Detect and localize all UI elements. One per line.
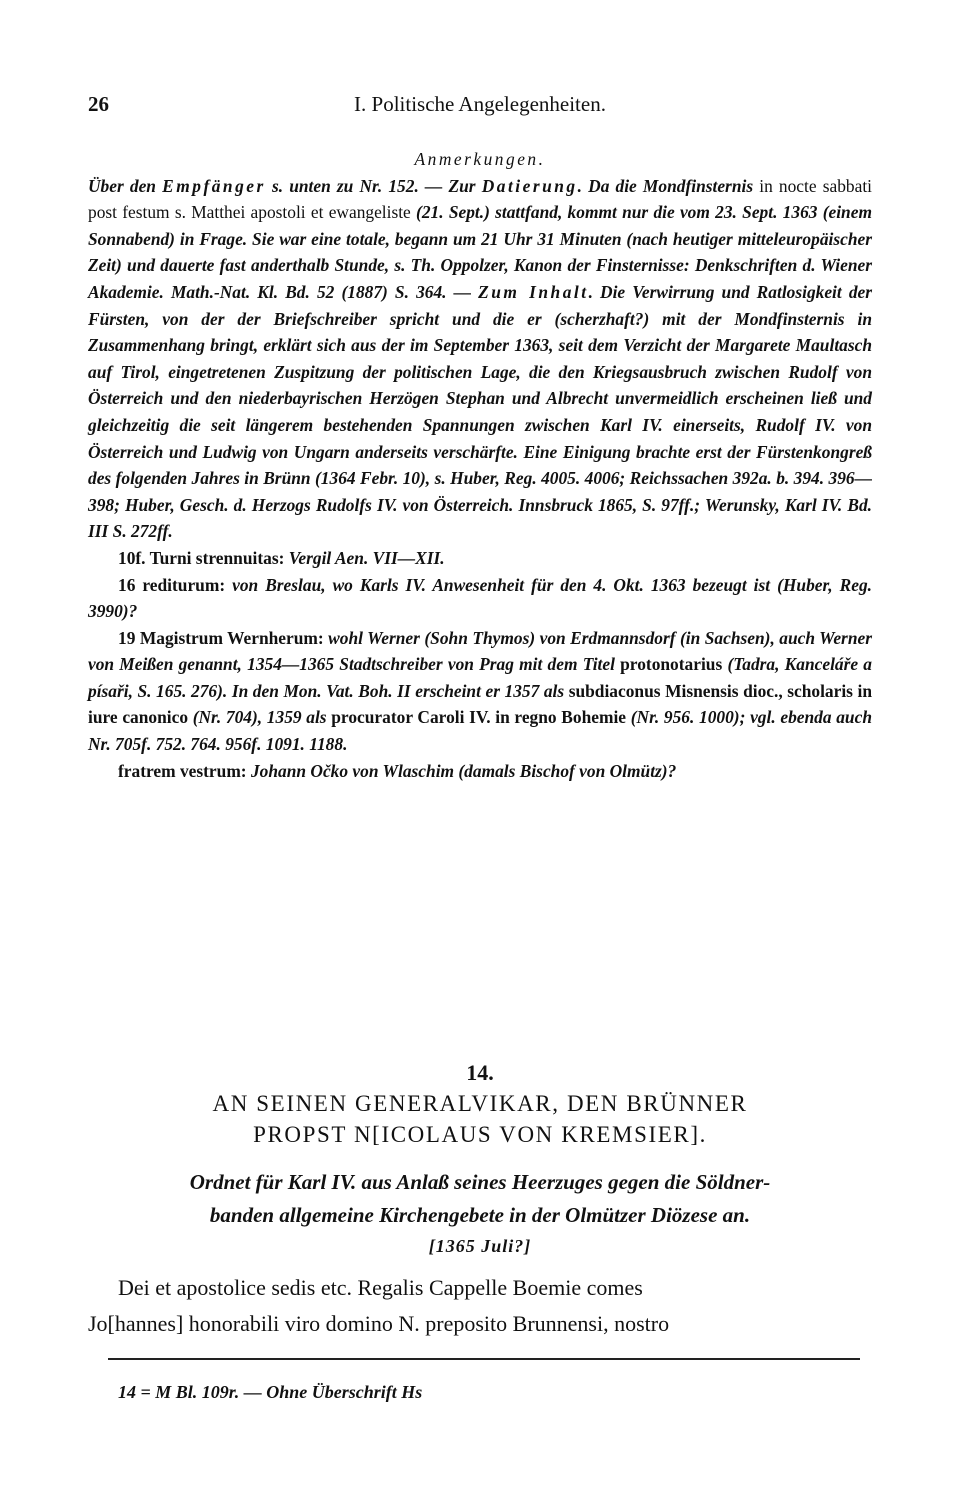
- document-number: 14.: [466, 1060, 494, 1085]
- note-text: (Nr. 956. 1000); vgl. ebenda auch Nr. 705f. 752. 764. 956f. 1091. 1188.: [88, 707, 872, 755]
- note-text: wohl Werner (Sohn Thymos) von Erdmannsdorf (in Sachsen), auch Werner von Meißen genannt, 1354—1365 Stadtschreiber von Prag mit dem Titel: [88, 627, 872, 675]
- notes-section: [88, 146, 872, 784]
- note-text: . Da die Mondfinsternis: [577, 175, 760, 196]
- document-text-line: Jo[hannes] honorabili viro domino N. preposito Brunnensi, nostro: [88, 1311, 670, 1336]
- document-text-line: Dei et apostolice sedis etc. Regalis Cappelle Boemie comes: [118, 1275, 643, 1300]
- document-summary-line: Ordnet für Karl IV. aus Anlaß seines Heerzuges gegen die Söldner-: [189, 1170, 771, 1194]
- note-paragraph-fratrem: [88, 758, 872, 785]
- document-summary: [100, 1166, 860, 1232]
- note-text: Vergil Aen. VII—XII.: [284, 547, 445, 568]
- note-text: Johann Očko von Wlaschim (damals Bischof von Olmütz)?: [246, 760, 677, 781]
- note-quote: subdiaconus Misnensis dioc., scholaris in iure canonico: [88, 680, 872, 728]
- note-lemma: 10f. Turni strennuitas:: [118, 547, 285, 568]
- document-summary-line: banden allgemeine Kirchengebete in der Olmützer Diözese an.: [209, 1203, 751, 1227]
- note-quote: protonotarius: [620, 654, 723, 675]
- note-text: (21. Sept.) stattfand, kommt nur die vom 23. Sept. 1363 (einem Sonnabend) in Frage. Sie war eine totale, begann um 21 Uhr 31 Minuten (nach heutiger mitteleuropäischer Zeit) und dauerte fast anderthalb Stunde, s. Th. Oppolzer, Kanon der Finsternisse: Denkschriften d. Wiener Akademie. Math.-Nat. Kl. Bd. 52 (1887) S. 364. —: [88, 202, 872, 302]
- note-text: . Die Verwirrung und Ratlosigkeit der Fürsten, von der der Briefschreiber spricht und die er (scherzhaft?) mit der Mondfinsternis in Zusammenhang bringt, erklärt sich aus der im September 1363, seit dem Verzicht der Margarete Maultasch auf Tirol, eingetretenen Zuspitzung der politischen Lage, die den Kriegsausbruch zwischen Rudolf von Österreich und den niederbayrischen Herzögen Stephan und Albrecht unvermeidlich erscheinen ließ und gleichzeitig die seit längerem bestehenden Spannungen zwischen Karl IV. einerseits, Rudolf IV. von Österreich und Ludwig von Ungarn anderseits verschärfte. Eine Einigung brachte erst der Fürstenkongreß des folgenden Jahres in Brünn (1364 Febr. 10), s. Huber, Reg. 4005. 4006; Reichssachen 392a. b. 394. 396—398; Huber, Gesch. d. Herzogs Rudolfs IV. von Österreich. Innsbruck 1865, S. 97ff.; Werunsky, Karl IV. Bd. III S. 272ff.: [88, 281, 873, 542]
- footnote: [118, 1382, 422, 1403]
- note-lemma: fratrem vestrum:: [118, 760, 247, 781]
- note-keyword-inhalt: Zum Inhalt: [478, 281, 589, 302]
- note-text: (Tadra, Kanceláře a písaři, S. 165. 276). In den Mon. Vat. Boh. II erscheint er 1357 als: [88, 654, 872, 701]
- document-text: [88, 1270, 872, 1342]
- note-keyword-datierung: Datierung: [481, 175, 578, 196]
- note-paragraph-rediturum: [88, 572, 872, 625]
- note-text: s. unten zu Nr. 152. — Zur: [265, 175, 482, 196]
- note-paragraph-recipient: [88, 173, 872, 545]
- note-lemma: 19 Magistrum Wernherum:: [118, 627, 324, 648]
- note-keyword-empfaenger: Empfänger: [162, 175, 266, 196]
- note-quote: in nocte sabbati post festum s. Matthei apostoli et ewangeliste: [88, 175, 872, 223]
- note-quote: procurator Caroli IV. in regno Bohemie: [331, 707, 627, 728]
- footnote-divider: [108, 1358, 860, 1360]
- page-number: 26: [88, 92, 109, 116]
- page-header: [88, 92, 872, 122]
- note-lemma: 16 rediturum:: [118, 574, 226, 595]
- document-heading: [88, 1088, 872, 1150]
- footnote-text: 14 = M Bl. 109r. — Ohne Überschrift Hs: [118, 1382, 423, 1402]
- note-text: von Breslau, wo Karls IV. Anwesenheit für den 4. Okt. 1363 bezeugt ist (Huber, Reg. 3990)?: [88, 574, 873, 622]
- note-text: Über den: [88, 175, 163, 196]
- document-date: [1365 Juli?]: [428, 1236, 532, 1256]
- document-heading-line: AN SEINEN GENERALVIKAR, DEN BRÜNNER: [212, 1091, 748, 1116]
- document-heading-line: PROPST N[ICOLAUS VON KREMSIER].: [253, 1122, 707, 1147]
- running-head: I. Politische Angelegenheiten.: [354, 92, 606, 116]
- note-paragraph-turni: [88, 545, 872, 572]
- notes-title: Anmerkungen.: [414, 149, 546, 169]
- note-text: (Nr. 704), 1359 als: [188, 707, 332, 728]
- note-paragraph-wernherum: [88, 625, 872, 758]
